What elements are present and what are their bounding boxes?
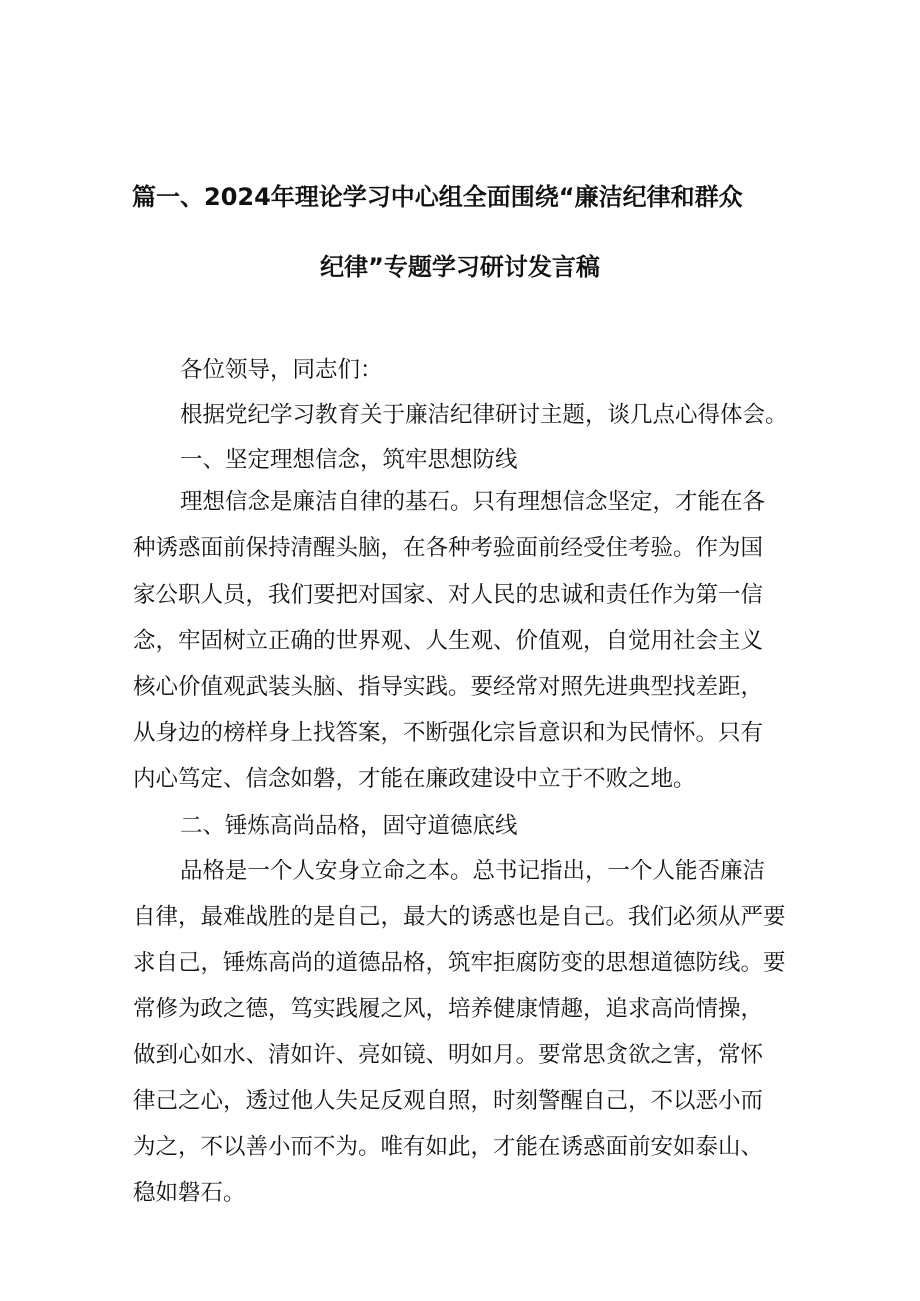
section-1-heading: 一、坚定理想信念，筑牢思想防线 <box>180 447 518 473</box>
paragraph-line: 做到心如水、清如许、亮如镜、明如月。要常思贪欲之害，常怀 <box>133 1042 764 1068</box>
paragraph-line: 从身边的榜样身上找答案，不断强化宗旨意识和为民情怀。只有 <box>133 720 764 746</box>
document-title-line-2: 纪律”专题学习研讨发言稿 <box>320 253 600 281</box>
paragraph-line: 品格是一个人安身立命之本。总书记指出，一个人能否廉洁 <box>180 858 766 884</box>
intro-paragraph: 根据党纪学习教育关于廉洁纪律研讨主题，谈几点心得体会。 <box>180 402 788 428</box>
document-title-line-1: 篇一、2024年理论学习中心组全面围绕“廉洁纪律和群众 <box>132 183 743 211</box>
paragraph-line: 种诱惑面前保持清醒头脑，在各种考验面前经受住考验。作为国 <box>133 535 764 561</box>
paragraph-line: 内心笃定、信念如磐，才能在廉政建设中立于不败之地。 <box>133 766 696 792</box>
paragraph-line: 核心价值观武装头脑、指导实践。要经常对照先进典型找差距， <box>133 674 764 700</box>
paragraph-line: 为之，不以善小而不为。唯有如此，才能在诱惑面前安如泰山、 <box>133 1134 764 1160</box>
paragraph-line: 理想信念是廉洁自律的基石。只有理想信念坚定，才能在各 <box>180 489 766 515</box>
paragraph-line: 自律，最难战胜的是自己，最大的诱惑也是自己。我们必须从严要 <box>133 904 786 930</box>
paragraph-line: 稳如磐石。 <box>133 1180 246 1206</box>
paragraph-line: 求自己，锤炼高尚的道德品格，筑牢拒腐防变的思想道德防线。要 <box>133 950 786 976</box>
section-2-heading: 二、锤炼高尚品格，固守道德底线 <box>180 813 518 839</box>
paragraph-line: 律己之心，透过他人失足反观自照，时刻警醒自己，不以恶小而 <box>133 1088 764 1114</box>
salutation: 各位领导，同志们： <box>180 357 383 383</box>
paragraph-line: 家公职人员，我们要把对国家、对人民的忠诚和责任作为第一信 <box>133 582 764 608</box>
paragraph-line: 念，牢固树立正确的世界观、人生观、价值观，自觉用社会主义 <box>133 628 764 654</box>
paragraph-line: 常修为政之德，笃实践履之风，培养健康情趣，追求高尚情操， <box>133 996 764 1022</box>
